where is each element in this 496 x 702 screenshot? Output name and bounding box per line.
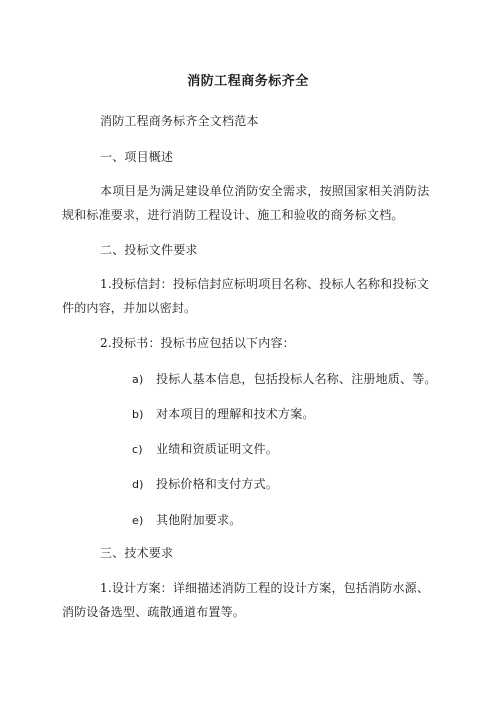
overview-paragraph-line-1: 本项目是为满足建设单位消防安全需求，按照国家相关消防法: [100, 184, 430, 198]
document-title: 消防工程商务标齐全: [187, 74, 309, 89]
option-text: 投标价格和支付方式。: [156, 477, 279, 491]
option-text: 对本项目的理解和技术方案。: [156, 407, 315, 421]
option-label: d): [132, 478, 144, 491]
bid-document-option: [132, 512, 241, 529]
bid-envelope-line-1: 1.投标信封：投标信封应标明项目名称、投标人名称和投标文: [100, 277, 430, 291]
section-heading-technical-requirements: 三、技术要求: [100, 546, 174, 560]
section-heading-bid-requirements: 二、投标文件要求: [100, 243, 198, 257]
option-text: 其他附加要求。: [156, 513, 242, 527]
document-subtitle: 消防工程商务标齐全文档范本: [100, 114, 259, 128]
bid-envelope-line-2: 件的内容，并加以密封。: [62, 301, 197, 315]
option-label: a): [132, 373, 144, 386]
overview-paragraph-line-2: 规和标准要求，进行消防工程设计、施工和验收的商务标文档。: [62, 208, 404, 222]
bid-document-intro: 2.投标书：投标书应包括以下内容：: [100, 336, 295, 350]
option-label: e): [132, 514, 144, 527]
bid-document-option: [132, 476, 278, 493]
option-label: c): [132, 443, 143, 456]
bid-document-option: [132, 406, 315, 423]
design-plan-line-2: 消防设备选型、疏散通道布置等。: [62, 605, 246, 619]
bid-document-option: [132, 441, 278, 458]
option-text: 业绩和资质证明文件。: [156, 442, 279, 456]
option-text: 投标人基本信息，包括投标人名称、注册地质、等。: [156, 372, 437, 386]
design-plan-line-1: 1.设计方案：详细描述消防工程的设计方案，包括消防水源、: [100, 581, 430, 595]
section-heading-overview: 一、项目概述: [100, 150, 174, 164]
bid-document-option: [132, 371, 437, 388]
option-label: b): [132, 408, 144, 421]
